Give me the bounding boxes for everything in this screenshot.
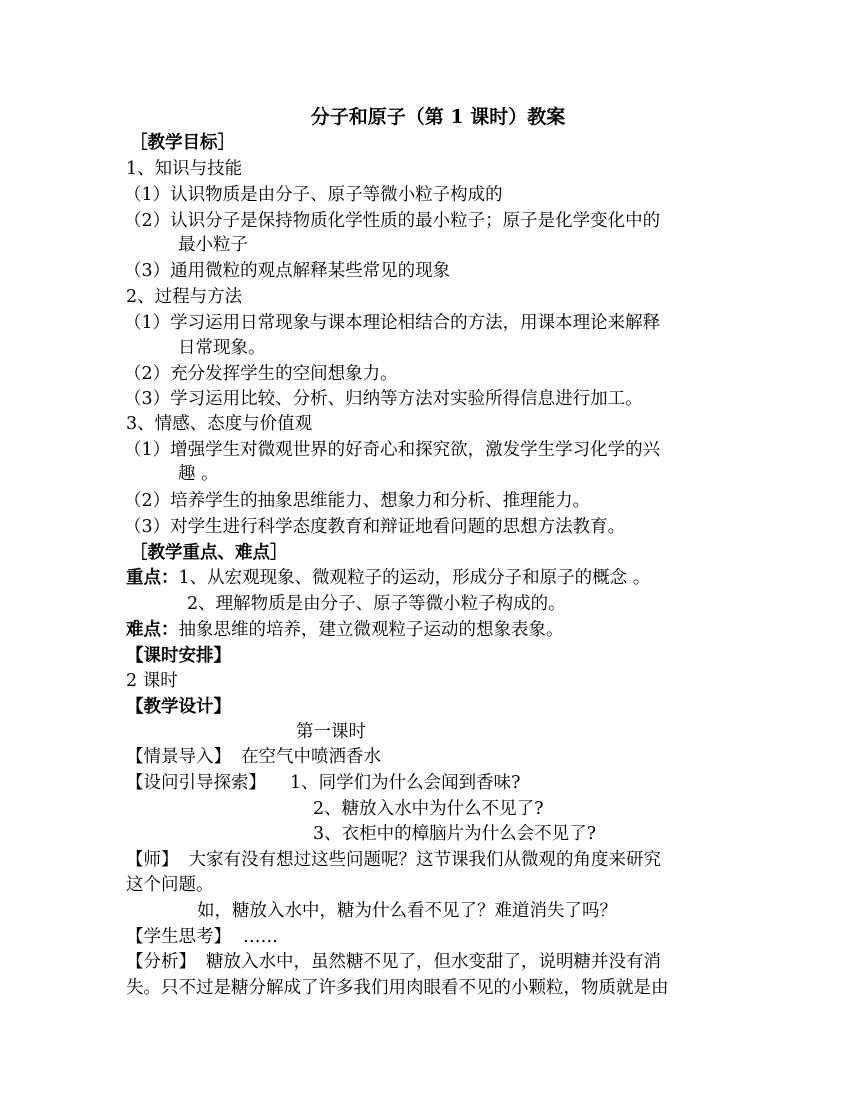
objective-item: （1）增强学生对微观世界的好奇心和探究欲，激发学生学习化学的兴 [124,440,661,460]
schedule-header: 【课时安排】 [126,646,231,666]
analysis-text-continued: 失。只不过是糖分解成了许多我们用肉眼看不见的小颗粒，物质就是由 [126,978,669,998]
section-2-header: 2、过程与方法 [126,287,243,307]
intro-text: 在空气中喷洒香水 [241,747,381,767]
key-point-label: 重点： [126,568,179,588]
objective-item-continued: 最小粒子 [178,235,248,255]
question-label: 【设问引导探索】 [126,773,266,793]
objective-item: （1）认识物质是由分子、原子等微小粒子构成的 [124,185,503,205]
question-1: 1、同学们为什么会闻到香味? [290,773,521,793]
student-line [126,925,860,949]
objective-item: （2）充分发挥学生的空间想象力。 [124,364,398,384]
question-3: 3、衣柜中的樟脑片为什么会不见了? [313,824,597,844]
objective-item: （1）学习运用日常现象与课本理论相结合的方法，用课本理论来解释 [124,313,661,333]
teacher-text-continued: 这个问题。 [126,875,214,895]
section-3-header: 3、情感、态度与价值观 [126,414,313,434]
difficulty-line [126,618,860,642]
difficulty-label: 难点： [126,620,179,640]
student-text: …… [243,927,278,947]
key-point-2: 2、理解物质是由分子、原子等微小粒子构成的。 [187,594,566,614]
section-1-header: 1、知识与技能 [126,159,243,179]
key-points-header: ［教学重点、难点］ [130,543,288,563]
example-text: 如，糖放入水中，糖为什么看不见了？难道消失了吗？ [197,901,617,921]
teacher-text: 大家有没有想过这些问题呢？这节课我们从微观的角度来研究 [188,850,661,870]
document-title: 分子和原子（第 1 课时）教案 [310,106,566,128]
question-line [126,771,860,795]
objective-item: （3）对学生进行科学态度教育和辩证地看问题的思想方法教育。 [124,517,626,537]
intro-label: 【情景导入】 [126,747,231,767]
lesson-heading: 第一课时 [296,722,366,742]
key-point-1: 1、从宏观现象、微观粒子的运动，形成分子和原子的概念 。 [178,568,651,588]
question-2: 2、糖放入水中为什么不见了? [313,799,544,819]
analysis-label: 【分析】 [126,952,196,972]
objective-item: （2）培养学生的抽象思维能力、想象力和分析、推理能力。 [124,491,591,511]
objective-item: （3）通用微粒的观点解释某些常见的现象 [124,261,451,281]
difficulty-text: 抽象思维的培养，建立微观粒子运动的想象表象。 [178,620,564,640]
objective-item-continued: 趣 。 [178,464,219,484]
objective-item-continued: 日常现象。 [178,338,266,358]
objectives-header: ［教学目标］ [130,133,235,153]
key-point-line [126,566,860,590]
schedule-value: 2 课时 [126,671,178,691]
intro-line [126,745,860,769]
design-header: 【教学设计】 [126,697,231,717]
analysis-text: 糖放入水中，虽然糖不见了，但水变甜了，说明糖并没有消 [206,952,661,972]
objective-item: （2）认识分子是保持物质化学性质的最小粒子；原子是化学变化中的 [124,211,661,231]
analysis-line [126,950,860,974]
student-label: 【学生思考】 [126,927,231,947]
teacher-label: 【师】 [126,850,179,870]
objective-item: （3）学习运用比较、分析、归纳等方法对实验所得信息进行加工。 [124,389,643,409]
teacher-line [126,848,860,872]
